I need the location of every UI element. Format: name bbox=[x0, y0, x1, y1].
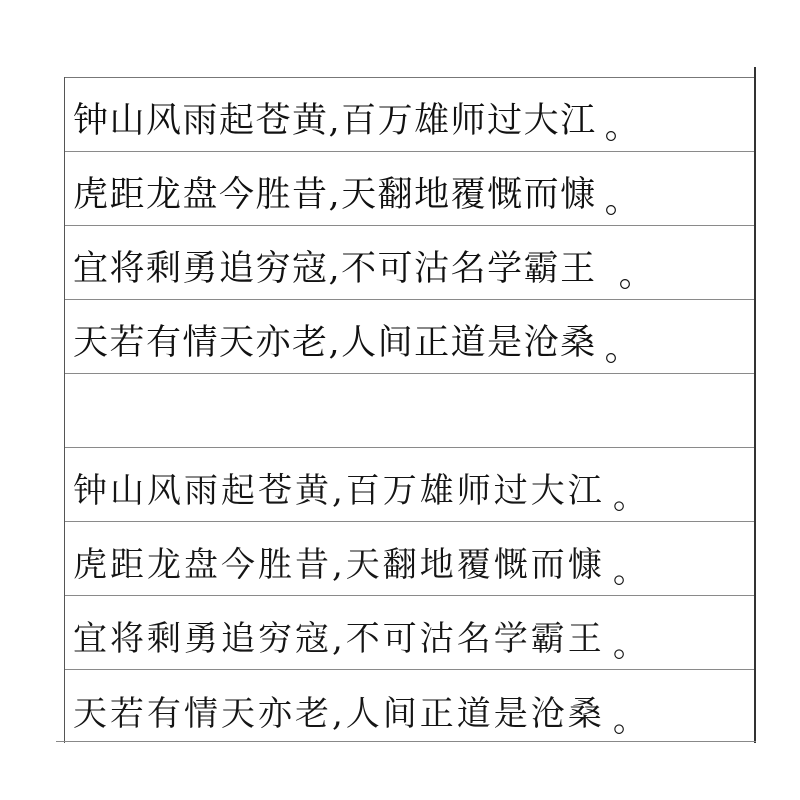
verse-line bbox=[73, 173, 642, 221]
writing-row bbox=[65, 596, 754, 670]
writing-row bbox=[65, 522, 754, 596]
verse-end-mark: 。 bbox=[612, 625, 650, 665]
verse-text: 虎距龙盘今胜昔,天翻地覆慨而慷 bbox=[73, 175, 597, 215]
verse-text: 天若有情天亦老,人间正道是沧桑 bbox=[73, 694, 605, 734]
verse-end-mark: 。 bbox=[604, 107, 642, 147]
writing-row bbox=[65, 448, 754, 522]
verse-line bbox=[73, 321, 642, 369]
sheet-right-border bbox=[754, 67, 756, 743]
verse-end-mark: 。 bbox=[604, 329, 642, 369]
verse-line bbox=[73, 543, 650, 591]
verse-text: 虎距龙盘今胜昔,天翻地覆慨而慷 bbox=[73, 545, 605, 585]
verse-line bbox=[73, 469, 650, 517]
verse-line bbox=[73, 99, 642, 147]
verse-text: 钟山风雨起苍黄,百万雄师过大江 bbox=[73, 471, 605, 511]
writing-row bbox=[65, 670, 754, 744]
verse-line bbox=[73, 692, 650, 740]
writing-row bbox=[65, 152, 754, 226]
verse-end-mark: 。 bbox=[612, 700, 650, 740]
writing-row bbox=[65, 78, 754, 152]
verse-line bbox=[73, 247, 656, 295]
verse-text: 天若有情天亦老,人间正道是沧桑 bbox=[73, 323, 597, 363]
sheet-bottom-border bbox=[56, 741, 756, 742]
verse-end-mark: 。 bbox=[612, 551, 650, 591]
blank-writing-row bbox=[65, 374, 754, 448]
verse-line bbox=[73, 617, 650, 665]
copybook-sheet bbox=[64, 77, 756, 743]
writing-row bbox=[65, 226, 754, 300]
verse-text: 宜将剩勇追穷寇,不可沽名学霸王 bbox=[73, 619, 605, 659]
verse-text: 钟山风雨起苍黄,百万雄师过大江 bbox=[73, 101, 597, 141]
verse-end-mark: 。 bbox=[604, 181, 642, 221]
verse-text: 宜将剩勇追穷寇,不可沽名学霸王 bbox=[73, 249, 597, 289]
writing-row bbox=[65, 300, 754, 374]
verse-end-mark: 。 bbox=[612, 477, 650, 517]
verse-end-mark: 。 bbox=[618, 255, 656, 295]
